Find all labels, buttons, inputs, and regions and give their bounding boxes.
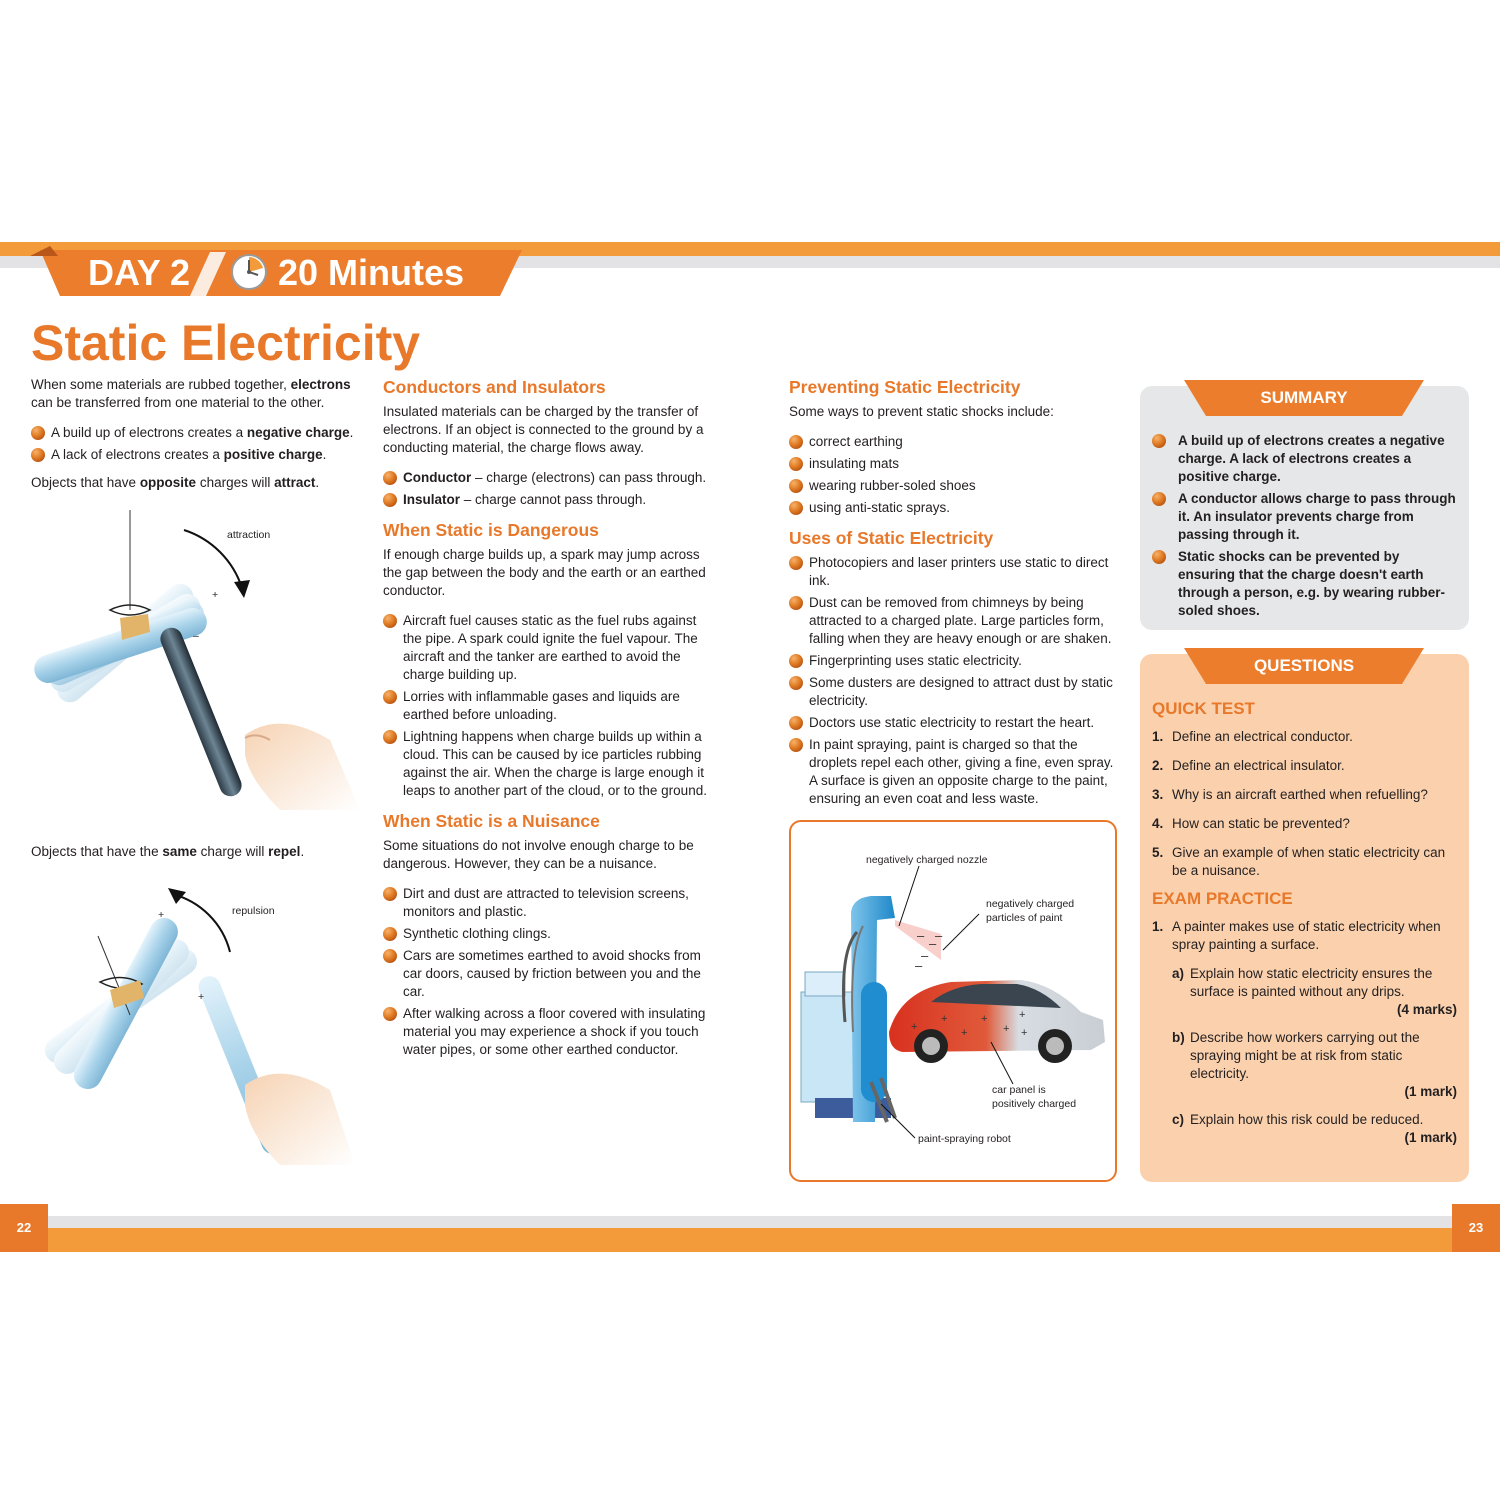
attract-paragraph: Objects that have opposite charges will attract. — [31, 475, 320, 490]
list-item: correct earthing — [789, 433, 1121, 451]
plus-sign: + — [198, 991, 205, 1003]
svg-text:+: + — [981, 1013, 988, 1025]
list-item: Synthetic clothing clings. — [383, 925, 713, 943]
charge-list — [31, 424, 361, 464]
page-number-right: 23 — [1452, 1204, 1500, 1252]
conductors-text: Insulated materials can be charged by the transfer of electrons. If an object is connected to the ground by a conducting material, the charge flows away. — [383, 404, 704, 455]
list-item: Lightning happens when charge builds up within a cloud. This can be caused by ice particles rubbing against the air. When the charge is large enough it leaps to another part of the cloud, or to the ground. — [383, 728, 713, 800]
section-heading-preventing: Preventing Static Electricity — [789, 377, 1021, 397]
quick-test-item: 4. How can static be prevented? — [1152, 816, 1350, 831]
quick-test-heading: QUICK TEST — [1152, 699, 1255, 718]
column-conductors — [383, 376, 713, 1069]
day-label: DAY 2 — [88, 252, 191, 293]
svg-text:–: – — [935, 928, 943, 943]
repel-paragraph: Objects that have the same charge will repel. — [31, 844, 305, 859]
column-intro — [31, 376, 361, 504]
plus-sign: + — [158, 909, 165, 921]
robot-label: paint-spraying robot — [918, 1133, 1011, 1145]
paint-spraying-diagram — [789, 820, 1117, 1182]
svg-text:+: + — [1019, 1009, 1026, 1021]
list-item: A build up of electrons creates a negative charge. — [31, 424, 361, 442]
list-item: Aircraft fuel causes static as the fuel rubs against the pipe. A spark could ignite the fuel vapour. The aircraft and the tanker are earthed to avoid the charge building up. — [383, 612, 713, 684]
list-item: Dirt and dust are attracted to television screens, monitors and plastic. — [383, 885, 713, 921]
svg-text:+: + — [961, 1027, 968, 1039]
list-item: wearing rubber-soled shoes — [789, 477, 1121, 495]
nuisance-list — [383, 885, 713, 1059]
repulsion-label: repulsion — [232, 905, 275, 917]
svg-text:+: + — [1021, 1027, 1028, 1039]
preventing-text: Some ways to prevent static shocks include: — [789, 404, 1054, 419]
preventing-list — [789, 433, 1121, 517]
marks-label: (1 mark) — [1404, 1084, 1457, 1099]
paint-robot-illustration — [791, 822, 1114, 1179]
list-item: Insulator – charge cannot pass through. — [383, 491, 713, 509]
dangerous-text: If enough charge builds up, a spark may jump across the gap between the body and the earth or an earthed conductor. — [383, 547, 706, 598]
page-number-left: 22 — [0, 1204, 48, 1252]
nozzle-label: negatively charged nozzle — [866, 854, 988, 866]
attraction-label: attraction — [227, 529, 271, 541]
dangerous-list — [383, 612, 713, 800]
exam-subquestion: c) Explain how this risk could be reduced. (1 mark) — [1172, 1112, 1457, 1145]
quick-test-item: 2. Define an electrical insulator. — [1152, 758, 1345, 773]
intro-paragraph: When some materials are rubbed together, electrons can be transferred from one material to the other. — [31, 377, 351, 410]
list-item: Doctors use static electricity to restart the heart. — [789, 714, 1121, 732]
repulsion-illustration — [30, 880, 360, 1170]
summary-tab-label: SUMMARY — [1260, 388, 1348, 407]
svg-text:–: – — [929, 936, 937, 951]
nuisance-text: Some situations do not involve enough charge to be dangerous. However, they can be a nuisance. — [383, 838, 694, 871]
clock-icon — [230, 253, 268, 291]
section-heading-uses: Uses of Static Electricity — [789, 528, 994, 548]
section-heading-conductors: Conductors and Insulators — [383, 377, 606, 397]
plus-sign: + — [212, 589, 219, 601]
list-item: Lorries with inflammable gases and liquids are earthed before unloading. — [383, 688, 713, 724]
svg-text:–: – — [917, 928, 925, 943]
list-item: A conductor allows charge to pass through it. An insulator prevents charge from passing through it. — [1152, 490, 1457, 544]
list-item: using anti-static sprays. — [789, 499, 1121, 517]
summary-list — [1152, 432, 1457, 624]
quick-test-item: 1. Define an electrical conductor. — [1152, 729, 1353, 744]
list-item: insulating mats — [789, 455, 1121, 473]
column-prevention — [789, 376, 1121, 818]
uses-list — [789, 554, 1121, 808]
marks-label: (1 mark) — [1404, 1130, 1457, 1145]
attraction-illustration — [30, 510, 360, 810]
svg-text:–: – — [915, 958, 923, 973]
exam-practice-heading: EXAM PRACTICE — [1152, 889, 1293, 908]
particles-label-line2: particles of paint — [986, 912, 1063, 924]
list-item: Cars are sometimes earthed to avoid shocks from car doors, caused by friction between you and the car. — [383, 947, 713, 1001]
list-item: Static shocks can be prevented by ensuring that the charge doesn't earth through a person, e.g. by wearing rubber-soled shoes. — [1152, 548, 1457, 620]
section-heading-dangerous: When Static is Dangerous — [383, 520, 599, 540]
svg-text:+: + — [1003, 1023, 1010, 1035]
list-item: Dust can be removed from chimneys by being attracted to a charged plate. Large particles form, falling when they are heavy enough or are shaken. — [789, 594, 1121, 648]
list-item: A build up of electrons creates a negative charge. A lack of electrons creates a positive charge. — [1152, 432, 1457, 486]
svg-text:+: + — [941, 1013, 948, 1025]
footer-grey-strip — [0, 1216, 1500, 1228]
questions-tab-label: QUESTIONS — [1253, 656, 1355, 675]
panel-label-line1: car panel is — [992, 1084, 1046, 1096]
minus-sign: – — [193, 630, 199, 642]
list-item: In paint spraying, paint is charged so that the droplets repel each other, giving a fine, even spray. A surface is given an opposite charge to the paint, ensuring an even coat and less waste. — [789, 736, 1121, 808]
duration-label: 20 Minutes — [278, 252, 465, 293]
exam-subquestion: a) Explain how static electricity ensures the surface is painted without any drips. (4 marks) — [1172, 966, 1457, 1017]
exam-subquestion: b) Describe how workers carrying out the spraying might be at risk from static electricity. (1 mark) — [1172, 1030, 1457, 1099]
questions-content — [1152, 698, 1457, 1157]
quick-test-item: 3. Why is an aircraft earthed when refuelling? — [1152, 787, 1428, 802]
list-item: A lack of electrons creates a positive charge. — [31, 446, 361, 464]
exam-question: 1. A painter makes use of static electricity when spray painting a surface. — [1152, 919, 1441, 952]
list-item: Fingerprinting uses static electricity. — [789, 652, 1121, 670]
svg-text:+: + — [911, 1021, 918, 1033]
list-item: Conductor – charge (electrons) can pass through. — [383, 469, 713, 487]
marks-label: (4 marks) — [1396, 1002, 1457, 1017]
conductors-list — [383, 469, 713, 509]
page-title: Static Electricity — [31, 315, 421, 371]
list-item: Photocopiers and laser printers use static to direct ink. — [789, 554, 1121, 590]
footer-band — [0, 1228, 1500, 1252]
quick-test-item: 5. Give an example of when static electricity can be a nuisance. — [1152, 845, 1446, 878]
panel-label-line2: positively charged — [992, 1098, 1077, 1110]
list-item: After walking across a floor covered with insulating material you may experience a shock if you touch water pipes, or some other earthed conductor. — [383, 1005, 713, 1059]
section-heading-nuisance: When Static is a Nuisance — [383, 811, 600, 831]
list-item: Some dusters are designed to attract dust by static electricity. — [789, 674, 1121, 710]
svg-text:–: – — [921, 948, 929, 963]
particles-label-line1: negatively charged — [986, 898, 1075, 910]
